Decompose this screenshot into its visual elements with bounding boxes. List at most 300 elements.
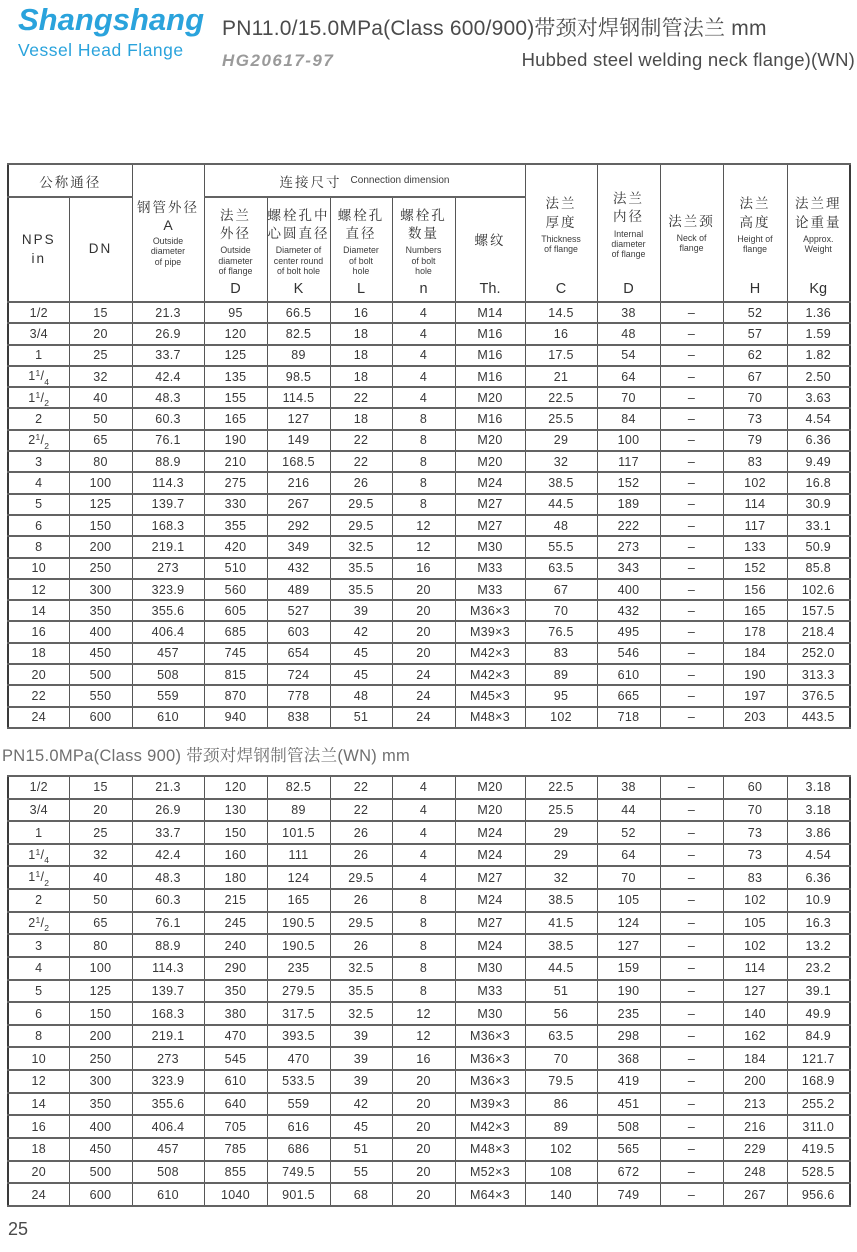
cell-nps: $1^1/_2$: [8, 866, 69, 889]
column-header-flange_thickness: 法兰 厚度 Thickness of flange C: [525, 164, 597, 302]
cell-flange_height: 197: [723, 685, 787, 706]
cell-bolt_count: 16: [392, 1047, 455, 1070]
cell-nps: 5: [8, 494, 69, 515]
cell-flange_thickness: 32: [525, 451, 597, 472]
cell-flange_neck: –: [660, 821, 723, 844]
table-row: [8, 1138, 850, 1161]
cell-flange_neck: –: [660, 844, 723, 867]
cell-flange_thickness: 55.5: [525, 536, 597, 557]
cell-dn: 500: [69, 664, 132, 685]
table-row: [8, 934, 850, 957]
cell-flange_neck: –: [660, 1115, 723, 1138]
cell-bolt_circle_dia: 279.5: [267, 980, 330, 1003]
cell-pipe_od: 559: [132, 685, 204, 706]
cell-dn: 400: [69, 1115, 132, 1138]
pn15-flange-dimension-table: [7, 775, 851, 1207]
cell-pipe_od: 48.3: [132, 387, 204, 408]
table-row: [8, 1161, 850, 1184]
column-header-bolt_count: 螺栓孔 数量 Numbers of bolt hole n: [392, 197, 455, 302]
cell-dn: 32: [69, 844, 132, 867]
cell-bolt_circle_dia: 190.5: [267, 912, 330, 935]
cell-bolt_hole_dia: 32.5: [330, 1002, 392, 1025]
cell-flange_internal_dia: 159: [597, 957, 660, 980]
cell-flange_neck: –: [660, 1138, 723, 1161]
cell-nps: 6: [8, 1002, 69, 1025]
cell-bolt_hole_dia: 26: [330, 934, 392, 957]
cell-flange_od: 640: [204, 1093, 267, 1116]
cell-flange_od: 610: [204, 1070, 267, 1093]
cell-nps: 8: [8, 536, 69, 557]
table-row: [8, 387, 850, 408]
cell-bolt_hole_dia: 29.5: [330, 912, 392, 935]
cell-bolt_circle_dia: 349: [267, 536, 330, 557]
cell-flange_neck: –: [660, 600, 723, 621]
cell-flange_od: 815: [204, 664, 267, 685]
cell-thread: M20: [455, 451, 525, 472]
cell-dn: 100: [69, 472, 132, 493]
cell-bolt_circle_dia: 654: [267, 643, 330, 664]
cell-bolt_circle_dia: 124: [267, 866, 330, 889]
cell-flange_thickness: 22.5: [525, 776, 597, 799]
cell-dn: 50: [69, 408, 132, 429]
table-row: [8, 515, 850, 536]
table-row: [8, 1093, 850, 1116]
cell-nps: 2: [8, 408, 69, 429]
cell-weight: 102.6: [787, 579, 850, 600]
cell-flange_od: 685: [204, 621, 267, 642]
cell-flange_neck: –: [660, 934, 723, 957]
cell-bolt_count: 8: [392, 451, 455, 472]
logo-tagline-text: Vessel Head Flange: [18, 39, 184, 60]
cell-weight: 85.8: [787, 558, 850, 579]
cell-flange_od: 380: [204, 1002, 267, 1025]
cell-bolt_circle_dia: 235: [267, 957, 330, 980]
cell-flange_height: 152: [723, 558, 787, 579]
cell-bolt_hole_dia: 39: [330, 1047, 392, 1070]
cell-pipe_od: 610: [132, 1183, 204, 1206]
cell-pipe_od: 273: [132, 558, 204, 579]
cell-weight: 2.50: [787, 366, 850, 387]
cell-flange_neck: –: [660, 323, 723, 344]
cell-bolt_hole_dia: 29.5: [330, 494, 392, 515]
cell-dn: 25: [69, 345, 132, 366]
cell-flange_neck: –: [660, 1161, 723, 1184]
cell-dn: 300: [69, 1070, 132, 1093]
cell-nps: 6: [8, 515, 69, 536]
cell-bolt_hole_dia: 51: [330, 707, 392, 728]
cell-bolt_hole_dia: 45: [330, 664, 392, 685]
table-row: [8, 821, 850, 844]
cell-flange_neck: –: [660, 579, 723, 600]
cell-flange_od: 165: [204, 408, 267, 429]
cell-bolt_count: 4: [392, 366, 455, 387]
cell-bolt_count: 12: [392, 515, 455, 536]
cell-flange_od: 1040: [204, 1183, 267, 1206]
cell-flange_internal_dia: 38: [597, 302, 660, 323]
cell-flange_od: 605: [204, 600, 267, 621]
cell-flange_height: 229: [723, 1138, 787, 1161]
cell-weight: 3.18: [787, 799, 850, 822]
table-row: [8, 472, 850, 493]
cell-flange_internal_dia: 400: [597, 579, 660, 600]
cell-thread: M27: [455, 912, 525, 935]
cell-bolt_count: 20: [392, 1070, 455, 1093]
cell-flange_internal_dia: 298: [597, 1025, 660, 1048]
cell-nps: 3/4: [8, 323, 69, 344]
cell-flange_od: 560: [204, 579, 267, 600]
cell-thread: M16: [455, 345, 525, 366]
cell-flange_internal_dia: 70: [597, 866, 660, 889]
cell-flange_od: 745: [204, 643, 267, 664]
cell-flange_height: 83: [723, 451, 787, 472]
cell-flange_internal_dia: 546: [597, 643, 660, 664]
table-row: [8, 536, 850, 557]
cell-flange_internal_dia: 672: [597, 1161, 660, 1184]
cell-flange_neck: –: [660, 1070, 723, 1093]
cell-thread: M48×3: [455, 707, 525, 728]
cell-weight: 157.5: [787, 600, 850, 621]
cell-bolt_hole_dia: 26: [330, 889, 392, 912]
cell-flange_thickness: 25.5: [525, 799, 597, 822]
cell-thread: M16: [455, 366, 525, 387]
cell-bolt_count: 8: [392, 472, 455, 493]
cell-bolt_hole_dia: 22: [330, 776, 392, 799]
cell-bolt_hole_dia: 32.5: [330, 536, 392, 557]
table-row: [8, 980, 850, 1003]
cell-pipe_od: 355.6: [132, 600, 204, 621]
cell-flange_neck: –: [660, 707, 723, 728]
cell-flange_thickness: 21: [525, 366, 597, 387]
cell-bolt_circle_dia: 724: [267, 664, 330, 685]
cell-thread: M33: [455, 980, 525, 1003]
cell-bolt_circle_dia: 317.5: [267, 1002, 330, 1025]
cell-thread: M30: [455, 536, 525, 557]
column-header-flange_height: 法兰 高度 Height of flange H: [723, 164, 787, 302]
cell-bolt_hole_dia: 35.5: [330, 579, 392, 600]
cell-bolt_count: 4: [392, 866, 455, 889]
cell-bolt_count: 24: [392, 685, 455, 706]
cell-bolt_count: 8: [392, 408, 455, 429]
cell-dn: 80: [69, 934, 132, 957]
cell-thread: M16: [455, 323, 525, 344]
cell-bolt_count: 20: [392, 1138, 455, 1161]
cell-weight: 16.8: [787, 472, 850, 493]
cell-flange_neck: –: [660, 685, 723, 706]
cell-thread: M30: [455, 1002, 525, 1025]
cell-nps: 1: [8, 345, 69, 366]
cell-nps: 12: [8, 579, 69, 600]
cell-bolt_hole_dia: 18: [330, 345, 392, 366]
cell-flange_internal_dia: 508: [597, 1115, 660, 1138]
cell-weight: 168.9: [787, 1070, 850, 1093]
title-subrow: [222, 49, 855, 71]
cell-bolt_circle_dia: 216: [267, 472, 330, 493]
cell-dn: 150: [69, 515, 132, 536]
cell-flange_internal_dia: 117: [597, 451, 660, 472]
table-row: [8, 366, 850, 387]
cell-bolt_hole_dia: 55: [330, 1161, 392, 1184]
cell-thread: M45×3: [455, 685, 525, 706]
cell-bolt_count: 4: [392, 844, 455, 867]
cell-nps: $1^1/_4$: [8, 366, 69, 387]
cell-weight: 218.4: [787, 621, 850, 642]
cell-pipe_od: 219.1: [132, 536, 204, 557]
cell-weight: 39.1: [787, 980, 850, 1003]
cell-bolt_hole_dia: 22: [330, 387, 392, 408]
cell-nps: 18: [8, 643, 69, 664]
cell-dn: 300: [69, 579, 132, 600]
cell-nps: 1/2: [8, 776, 69, 799]
cell-dn: 15: [69, 302, 132, 323]
cell-bolt_hole_dia: 26: [330, 844, 392, 867]
cell-bolt_hole_dia: 22: [330, 799, 392, 822]
cell-flange_internal_dia: 48: [597, 323, 660, 344]
cell-flange_height: 102: [723, 472, 787, 493]
cell-weight: 4.54: [787, 408, 850, 429]
cell-bolt_hole_dia: 18: [330, 366, 392, 387]
cell-bolt_circle_dia: 470: [267, 1047, 330, 1070]
cell-flange_internal_dia: 273: [597, 536, 660, 557]
cell-bolt_circle_dia: 111: [267, 844, 330, 867]
cell-flange_internal_dia: 718: [597, 707, 660, 728]
cell-bolt_count: 20: [392, 1183, 455, 1206]
cell-flange_od: 290: [204, 957, 267, 980]
cell-weight: 1.82: [787, 345, 850, 366]
cell-thread: M24: [455, 821, 525, 844]
cell-nps: 4: [8, 472, 69, 493]
cell-weight: 49.9: [787, 1002, 850, 1025]
cell-flange_od: 355: [204, 515, 267, 536]
cell-flange_thickness: 63.5: [525, 558, 597, 579]
cell-bolt_circle_dia: 686: [267, 1138, 330, 1161]
cell-bolt_count: 8: [392, 430, 455, 451]
cell-flange_internal_dia: 54: [597, 345, 660, 366]
cell-nps: 3: [8, 451, 69, 472]
cell-flange_od: 870: [204, 685, 267, 706]
cell-dn: 32: [69, 366, 132, 387]
cell-flange_thickness: 56: [525, 1002, 597, 1025]
cell-bolt_circle_dia: 489: [267, 579, 330, 600]
table-row: [8, 664, 850, 685]
column-header-pipe_od: 钢管外径 A Outside diameter of pipe: [132, 164, 204, 302]
cell-nps: 12: [8, 1070, 69, 1093]
cell-nps: $2^1/_2$: [8, 430, 69, 451]
cell-flange_neck: –: [660, 515, 723, 536]
cell-flange_od: 180: [204, 866, 267, 889]
cell-bolt_count: 16: [392, 558, 455, 579]
cell-bolt_hole_dia: 22: [330, 430, 392, 451]
cell-pipe_od: 21.3: [132, 776, 204, 799]
cell-bolt_count: 12: [392, 1002, 455, 1025]
cell-thread: M36×3: [455, 600, 525, 621]
cell-bolt_count: 8: [392, 957, 455, 980]
cell-bolt_hole_dia: 48: [330, 685, 392, 706]
cell-flange_internal_dia: 368: [597, 1047, 660, 1070]
cell-flange_thickness: 44.5: [525, 494, 597, 515]
cell-flange_neck: –: [660, 1183, 723, 1206]
nominal-diameter-group-header: 公称通径: [8, 164, 132, 197]
cell-weight: 3.18: [787, 776, 850, 799]
cell-flange_internal_dia: 44: [597, 799, 660, 822]
cell-thread: M20: [455, 776, 525, 799]
cell-bolt_hole_dia: 18: [330, 323, 392, 344]
cell-weight: 10.9: [787, 889, 850, 912]
cell-bolt_hole_dia: 42: [330, 1093, 392, 1116]
cell-bolt_count: 4: [392, 302, 455, 323]
cell-flange_thickness: 41.5: [525, 912, 597, 935]
cell-flange_thickness: 89: [525, 664, 597, 685]
cell-bolt_count: 20: [392, 1115, 455, 1138]
cell-dn: 20: [69, 799, 132, 822]
standard-code: HG20617-97: [222, 51, 335, 70]
cell-flange_height: 70: [723, 799, 787, 822]
cell-pipe_od: 508: [132, 664, 204, 685]
cell-dn: 200: [69, 1025, 132, 1048]
cell-bolt_count: 8: [392, 889, 455, 912]
cell-dn: 600: [69, 1183, 132, 1206]
cell-flange_thickness: 63.5: [525, 1025, 597, 1048]
cell-flange_neck: –: [660, 536, 723, 557]
cell-flange_thickness: 38.5: [525, 934, 597, 957]
cell-bolt_circle_dia: 603: [267, 621, 330, 642]
column-header-flange_neck: 法兰颈 Neck of flange: [660, 164, 723, 302]
table-row: [8, 776, 850, 799]
cell-pipe_od: 168.3: [132, 1002, 204, 1025]
cell-pipe_od: 508: [132, 1161, 204, 1184]
cell-flange_internal_dia: 152: [597, 472, 660, 493]
cell-flange_neck: –: [660, 799, 723, 822]
cell-bolt_count: 20: [392, 621, 455, 642]
table-row: [8, 558, 850, 579]
cell-pipe_od: 457: [132, 1138, 204, 1161]
cell-flange_thickness: 32: [525, 866, 597, 889]
cell-bolt_circle_dia: 114.5: [267, 387, 330, 408]
table-row: [8, 1025, 850, 1048]
cell-nps: $2^1/_2$: [8, 912, 69, 935]
cell-flange_od: 940: [204, 707, 267, 728]
cell-thread: M27: [455, 866, 525, 889]
cell-pipe_od: 48.3: [132, 866, 204, 889]
cell-thread: M30: [455, 957, 525, 980]
cell-flange_od: 330: [204, 494, 267, 515]
cell-nps: 10: [8, 1047, 69, 1070]
cell-flange_thickness: 76.5: [525, 621, 597, 642]
cell-flange_neck: –: [660, 980, 723, 1003]
table-row: [8, 957, 850, 980]
cell-flange_thickness: 29: [525, 821, 597, 844]
cell-flange_internal_dia: 610: [597, 664, 660, 685]
cell-thread: M36×3: [455, 1070, 525, 1093]
cell-flange_od: 785: [204, 1138, 267, 1161]
cell-pipe_od: 26.9: [132, 799, 204, 822]
cell-flange_od: 210: [204, 451, 267, 472]
cell-pipe_od: 273: [132, 1047, 204, 1070]
cell-flange_od: 135: [204, 366, 267, 387]
cell-thread: M24: [455, 844, 525, 867]
cell-thread: M33: [455, 579, 525, 600]
cell-bolt_hole_dia: 68: [330, 1183, 392, 1206]
cell-flange_od: 120: [204, 323, 267, 344]
cell-flange_internal_dia: 70: [597, 387, 660, 408]
table-row: [8, 579, 850, 600]
cell-pipe_od: 60.3: [132, 889, 204, 912]
cell-flange_height: 73: [723, 844, 787, 867]
cell-bolt_hole_dia: 39: [330, 600, 392, 621]
logo-brand-text: Shangshang: [18, 2, 205, 37]
cell-flange_neck: –: [660, 664, 723, 685]
cell-flange_neck: –: [660, 1093, 723, 1116]
cell-pipe_od: 355.6: [132, 1093, 204, 1116]
cell-flange_height: 60: [723, 776, 787, 799]
table-row: [8, 643, 850, 664]
cell-dn: 20: [69, 323, 132, 344]
cell-bolt_hole_dia: 39: [330, 1025, 392, 1048]
cell-bolt_hole_dia: 26: [330, 821, 392, 844]
cell-flange_od: 420: [204, 536, 267, 557]
cell-weight: 50.9: [787, 536, 850, 557]
cell-dn: 250: [69, 1047, 132, 1070]
cell-flange_height: 73: [723, 821, 787, 844]
cell-thread: M24: [455, 472, 525, 493]
cell-flange_neck: –: [660, 1047, 723, 1070]
cell-flange_internal_dia: 84: [597, 408, 660, 429]
column-header-flange_internal_dia: 法兰 内径 Internal diameter of flange D: [597, 164, 660, 302]
cell-dn: 250: [69, 558, 132, 579]
cell-bolt_circle_dia: 89: [267, 345, 330, 366]
table-row: [8, 621, 850, 642]
cell-pipe_od: 323.9: [132, 579, 204, 600]
cell-flange_internal_dia: 190: [597, 980, 660, 1003]
cell-bolt_count: 4: [392, 799, 455, 822]
company-logo: [18, 4, 222, 98]
cell-bolt_circle_dia: 432: [267, 558, 330, 579]
cell-nps: 3: [8, 934, 69, 957]
cell-bolt_count: 20: [392, 643, 455, 664]
cell-bolt_count: 8: [392, 934, 455, 957]
table-row: [8, 451, 850, 472]
cell-pipe_od: 114.3: [132, 472, 204, 493]
cell-thread: M27: [455, 515, 525, 536]
cell-flange_thickness: 14.5: [525, 302, 597, 323]
cell-flange_height: 190: [723, 664, 787, 685]
cell-flange_height: 79: [723, 430, 787, 451]
cell-flange_thickness: 108: [525, 1161, 597, 1184]
cell-flange_height: 165: [723, 600, 787, 621]
cell-flange_neck: –: [660, 643, 723, 664]
cell-bolt_circle_dia: 838: [267, 707, 330, 728]
connection-dimension-group-header: 连接尺寸 Connection dimension: [204, 164, 525, 197]
cell-flange_od: 125: [204, 345, 267, 366]
cell-bolt_circle_dia: 190.5: [267, 934, 330, 957]
table-row: [8, 1115, 850, 1138]
cell-weight: 311.0: [787, 1115, 850, 1138]
cell-pipe_od: 88.9: [132, 451, 204, 472]
cell-flange_thickness: 102: [525, 1138, 597, 1161]
cell-bolt_hole_dia: 51: [330, 1138, 392, 1161]
cell-flange_od: 120: [204, 776, 267, 799]
pn11-flange-dimension-table: [7, 163, 851, 729]
cell-nps: 3/4: [8, 799, 69, 822]
cell-pipe_od: 76.1: [132, 430, 204, 451]
cell-bolt_hole_dia: 29.5: [330, 866, 392, 889]
cell-dn: 350: [69, 600, 132, 621]
cell-thread: M24: [455, 889, 525, 912]
cell-bolt_hole_dia: 18: [330, 408, 392, 429]
table-row: [8, 912, 850, 935]
cell-thread: M20: [455, 387, 525, 408]
cell-flange_height: 83: [723, 866, 787, 889]
cell-bolt_circle_dia: 168.5: [267, 451, 330, 472]
